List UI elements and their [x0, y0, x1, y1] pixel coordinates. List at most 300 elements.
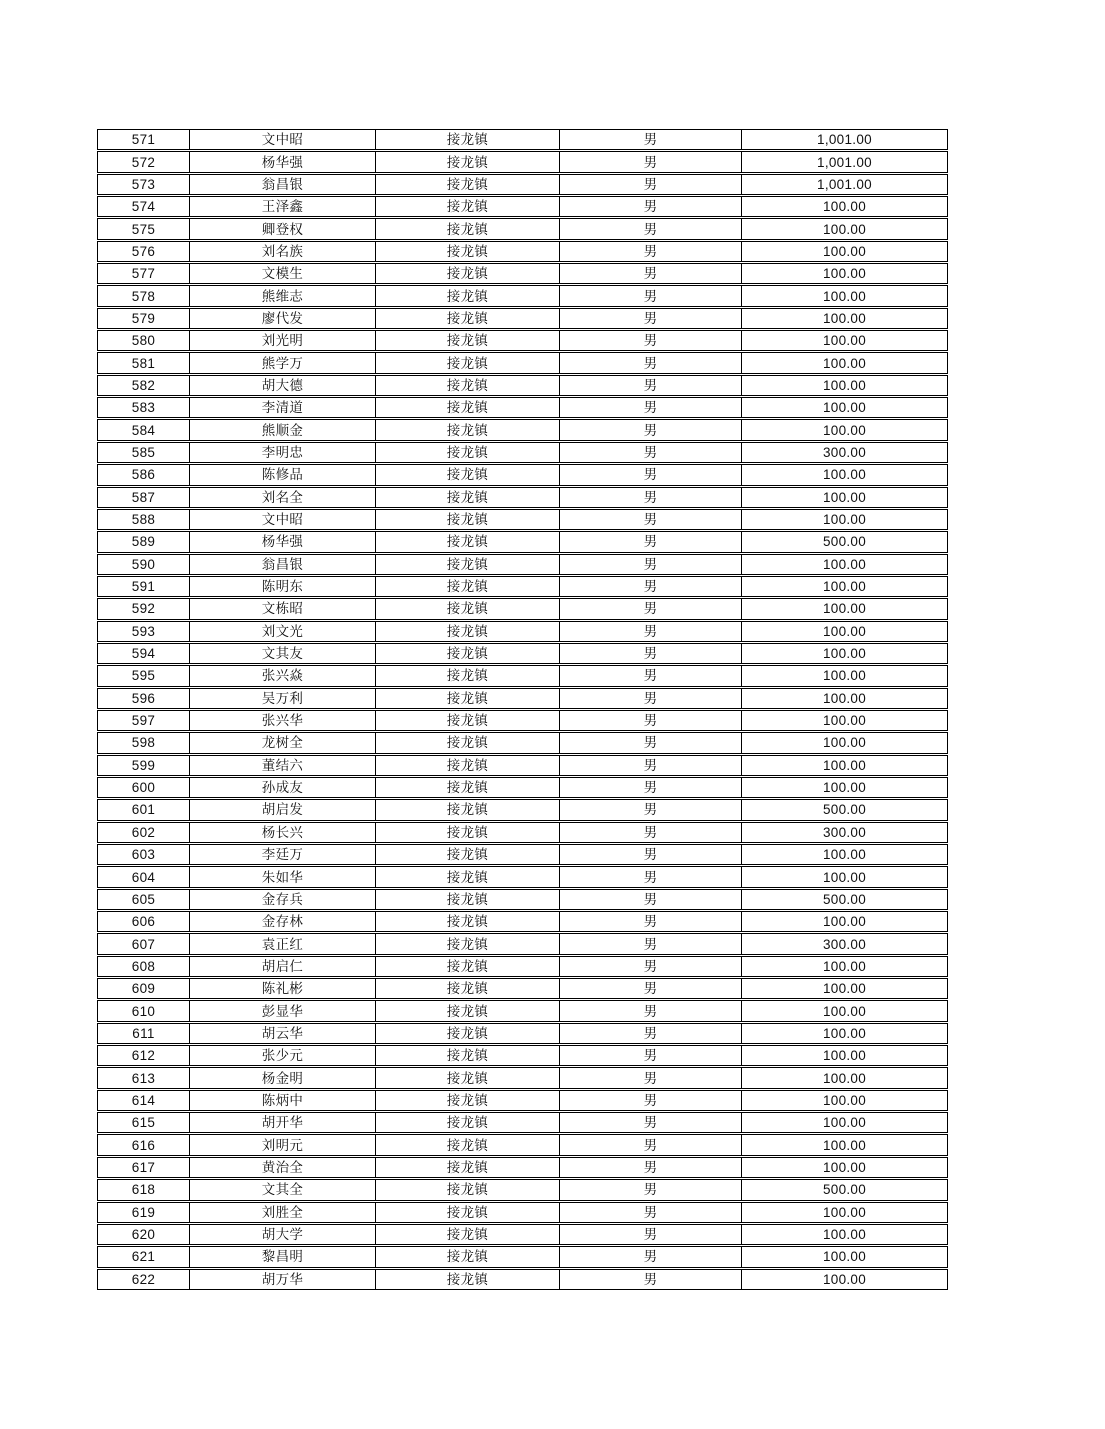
amount-cell: 100.00 — [822, 355, 867, 371]
row-number-cell: 576 — [98, 242, 190, 261]
gender-cell: 男 — [560, 376, 742, 395]
row-number-cell: 573 — [98, 175, 190, 194]
town-cell: 接龙镇 — [376, 756, 560, 775]
row-number-cell: 618 — [98, 1180, 190, 1199]
name-cell: 陈明东 — [190, 577, 376, 596]
amount-cell: 100.00 — [822, 288, 867, 304]
row-number-cell: 602 — [98, 823, 190, 842]
town-cell: 接龙镇 — [376, 264, 560, 283]
name-cell: 刘光明 — [190, 331, 376, 350]
row-number-cell: 609 — [98, 979, 190, 998]
amount-cell: 100.00 — [822, 1271, 867, 1287]
town-cell: 接龙镇 — [376, 443, 560, 462]
town-cell: 接龙镇 — [376, 152, 560, 171]
row-number-cell: 584 — [98, 420, 190, 439]
gender-cell: 男 — [560, 733, 742, 752]
gender-cell: 男 — [560, 979, 742, 998]
amount-cell: 1,001.00 — [817, 154, 872, 170]
name-cell: 卿登权 — [190, 219, 376, 238]
table-row — [97, 308, 948, 329]
gender-cell: 男 — [560, 488, 742, 507]
table-row — [97, 129, 948, 150]
town-cell: 接龙镇 — [376, 1001, 560, 1020]
row-number-cell: 571 — [98, 130, 190, 149]
name-cell: 翁昌银 — [190, 555, 376, 574]
name-cell: 张兴焱 — [190, 666, 376, 685]
town-cell: 接龙镇 — [376, 733, 560, 752]
amount-cell: 100.00 — [822, 690, 867, 706]
amount-cell: 100.00 — [822, 713, 867, 729]
table-row — [97, 397, 948, 418]
table-row — [97, 263, 948, 284]
row-number-cell: 574 — [98, 197, 190, 216]
row-number-cell: 617 — [98, 1158, 190, 1177]
table-row — [97, 777, 948, 798]
amount-cell: 100.00 — [822, 914, 867, 930]
amount-cell: 100.00 — [822, 958, 867, 974]
row-number-cell: 614 — [98, 1091, 190, 1110]
table-row — [97, 375, 948, 396]
name-cell: 翁昌银 — [190, 175, 376, 194]
table-row — [97, 688, 948, 709]
name-cell: 文模生 — [190, 264, 376, 283]
gender-cell: 男 — [560, 286, 742, 305]
table-row — [97, 1067, 948, 1088]
table-row — [97, 911, 948, 932]
table-row — [97, 554, 948, 575]
row-number-cell: 621 — [98, 1247, 190, 1266]
gender-cell: 男 — [560, 800, 742, 819]
gender-cell: 男 — [560, 934, 742, 953]
town-cell: 接龙镇 — [376, 242, 560, 261]
row-number-cell: 607 — [98, 934, 190, 953]
town-cell: 接龙镇 — [376, 912, 560, 931]
town-cell: 接龙镇 — [376, 1225, 560, 1244]
amount-cell: 500.00 — [822, 802, 867, 818]
row-number-cell: 580 — [98, 331, 190, 350]
amount-cell: 100.00 — [822, 601, 867, 617]
town-cell: 接龙镇 — [376, 331, 560, 350]
town-cell: 接龙镇 — [376, 1113, 560, 1132]
gender-cell: 男 — [560, 1180, 742, 1199]
row-number-cell: 615 — [98, 1113, 190, 1132]
gender-cell: 男 — [560, 242, 742, 261]
table-row — [97, 1000, 948, 1021]
row-number-cell: 613 — [98, 1068, 190, 1087]
name-cell: 金存林 — [190, 912, 376, 931]
gender-cell: 男 — [560, 1113, 742, 1132]
town-cell: 接龙镇 — [376, 823, 560, 842]
row-number-cell: 593 — [98, 622, 190, 641]
amount-cell: 100.00 — [822, 243, 867, 259]
amount-cell: 500.00 — [822, 1182, 867, 1198]
gender-cell: 男 — [560, 197, 742, 216]
name-cell: 熊顺金 — [190, 420, 376, 439]
amount-cell: 300.00 — [822, 444, 867, 460]
table-row — [97, 174, 948, 195]
amount-cell: 100.00 — [822, 512, 867, 528]
amount-cell: 100.00 — [822, 377, 867, 393]
row-number-cell: 612 — [98, 1046, 190, 1065]
name-cell: 文其友 — [190, 644, 376, 663]
row-number-cell: 606 — [98, 912, 190, 931]
amount-cell: 100.00 — [822, 869, 867, 885]
name-cell: 刘文光 — [190, 622, 376, 641]
row-number-cell: 577 — [98, 264, 190, 283]
table-row — [97, 889, 948, 910]
town-cell: 接龙镇 — [376, 622, 560, 641]
name-cell: 朱如华 — [190, 867, 376, 886]
name-cell: 陈炳中 — [190, 1091, 376, 1110]
row-number-cell: 595 — [98, 666, 190, 685]
gender-cell: 男 — [560, 1068, 742, 1087]
amount-cell: 100.00 — [822, 1003, 867, 1019]
town-cell: 接龙镇 — [376, 599, 560, 618]
gender-cell: 男 — [560, 778, 742, 797]
gender-cell: 男 — [560, 510, 742, 529]
gender-cell: 男 — [560, 957, 742, 976]
town-cell: 接龙镇 — [376, 219, 560, 238]
amount-cell: 100.00 — [822, 1025, 867, 1041]
row-number-cell: 619 — [98, 1203, 190, 1222]
row-number-cell: 622 — [98, 1270, 190, 1289]
table-row — [97, 866, 948, 887]
row-number-cell: 587 — [98, 488, 190, 507]
town-cell: 接龙镇 — [376, 689, 560, 708]
row-number-cell: 616 — [98, 1135, 190, 1154]
gender-cell: 男 — [560, 219, 742, 238]
name-cell: 李廷万 — [190, 845, 376, 864]
row-number-cell: 611 — [98, 1024, 190, 1043]
name-cell: 黎昌明 — [190, 1247, 376, 1266]
town-cell: 接龙镇 — [376, 555, 560, 574]
gender-cell: 男 — [560, 465, 742, 484]
amount-cell: 100.00 — [822, 199, 867, 215]
name-cell: 杨长兴 — [190, 823, 376, 842]
table-row — [97, 978, 948, 999]
amount-cell: 100.00 — [822, 1115, 867, 1131]
gender-cell: 男 — [560, 175, 742, 194]
beneficiary-table — [97, 129, 948, 1290]
gender-cell: 男 — [560, 823, 742, 842]
row-number-cell: 597 — [98, 711, 190, 730]
row-number-cell: 594 — [98, 644, 190, 663]
town-cell: 接龙镇 — [376, 800, 560, 819]
town-cell: 接龙镇 — [376, 175, 560, 194]
table-row — [97, 844, 948, 865]
amount-cell: 100.00 — [822, 668, 867, 684]
table-row — [97, 576, 948, 597]
row-number-cell: 575 — [98, 219, 190, 238]
table-row — [97, 352, 948, 373]
town-cell: 接龙镇 — [376, 309, 560, 328]
town-cell: 接龙镇 — [376, 957, 560, 976]
name-cell: 文栋昭 — [190, 599, 376, 618]
name-cell: 刘名全 — [190, 488, 376, 507]
town-cell: 接龙镇 — [376, 130, 560, 149]
table-row — [97, 710, 948, 731]
table-row — [97, 933, 948, 954]
gender-cell: 男 — [560, 1203, 742, 1222]
town-cell: 接龙镇 — [376, 577, 560, 596]
table-row — [97, 956, 948, 977]
name-cell: 胡云华 — [190, 1024, 376, 1043]
name-cell: 刘明元 — [190, 1135, 376, 1154]
table-row — [97, 509, 948, 530]
name-cell: 李明忠 — [190, 443, 376, 462]
table-row — [97, 1269, 948, 1290]
table-row — [97, 1134, 948, 1155]
amount-cell: 100.00 — [822, 221, 867, 237]
town-cell: 接龙镇 — [376, 197, 560, 216]
table-row — [97, 1023, 948, 1044]
town-cell: 接龙镇 — [376, 644, 560, 663]
name-cell: 刘胜全 — [190, 1203, 376, 1222]
town-cell: 接龙镇 — [376, 532, 560, 551]
amount-cell: 100.00 — [822, 780, 867, 796]
table-row — [97, 330, 948, 351]
name-cell: 廖代发 — [190, 309, 376, 328]
table-row — [97, 1112, 948, 1133]
row-number-cell: 586 — [98, 465, 190, 484]
town-cell: 接龙镇 — [376, 778, 560, 797]
row-number-cell: 592 — [98, 599, 190, 618]
table-row — [97, 1090, 948, 1111]
gender-cell: 男 — [560, 912, 742, 931]
gender-cell: 男 — [560, 353, 742, 372]
name-cell: 陈修品 — [190, 465, 376, 484]
town-cell: 接龙镇 — [376, 353, 560, 372]
town-cell: 接龙镇 — [376, 1180, 560, 1199]
table-row — [97, 732, 948, 753]
gender-cell: 男 — [560, 309, 742, 328]
name-cell: 胡启仁 — [190, 957, 376, 976]
row-number-cell: 582 — [98, 376, 190, 395]
amount-cell: 100.00 — [822, 422, 867, 438]
gender-cell: 男 — [560, 1024, 742, 1043]
town-cell: 接龙镇 — [376, 510, 560, 529]
row-number-cell: 608 — [98, 957, 190, 976]
row-number-cell: 600 — [98, 778, 190, 797]
amount-cell: 100.00 — [822, 266, 867, 282]
town-cell: 接龙镇 — [376, 1247, 560, 1266]
gender-cell: 男 — [560, 845, 742, 864]
gender-cell: 男 — [560, 1046, 742, 1065]
table-row — [97, 822, 948, 843]
name-cell: 张少元 — [190, 1046, 376, 1065]
table-row — [97, 487, 948, 508]
table-row — [97, 1157, 948, 1178]
town-cell: 接龙镇 — [376, 979, 560, 998]
gender-cell: 男 — [560, 599, 742, 618]
table-row — [97, 1224, 948, 1245]
name-cell: 董结六 — [190, 756, 376, 775]
town-cell: 接龙镇 — [376, 488, 560, 507]
amount-cell: 500.00 — [822, 534, 867, 550]
town-cell: 接龙镇 — [376, 867, 560, 886]
town-cell: 接龙镇 — [376, 1158, 560, 1177]
name-cell: 袁正红 — [190, 934, 376, 953]
gender-cell: 男 — [560, 152, 742, 171]
table-row — [97, 665, 948, 686]
town-cell: 接龙镇 — [376, 420, 560, 439]
row-number-cell: 604 — [98, 867, 190, 886]
name-cell: 文中昭 — [190, 130, 376, 149]
gender-cell: 男 — [560, 130, 742, 149]
gender-cell: 男 — [560, 420, 742, 439]
row-number-cell: 585 — [98, 443, 190, 462]
gender-cell: 男 — [560, 1270, 742, 1289]
amount-cell: 100.00 — [822, 646, 867, 662]
amount-cell: 100.00 — [822, 981, 867, 997]
gender-cell: 男 — [560, 867, 742, 886]
town-cell: 接龙镇 — [376, 1091, 560, 1110]
amount-cell: 100.00 — [822, 1227, 867, 1243]
table-row — [97, 755, 948, 776]
row-number-cell: 591 — [98, 577, 190, 596]
town-cell: 接龙镇 — [376, 465, 560, 484]
amount-cell: 100.00 — [822, 310, 867, 326]
amount-cell: 100.00 — [822, 847, 867, 863]
town-cell: 接龙镇 — [376, 666, 560, 685]
table-row — [97, 1179, 948, 1200]
row-number-cell: 589 — [98, 532, 190, 551]
row-number-cell: 603 — [98, 845, 190, 864]
name-cell: 胡启发 — [190, 800, 376, 819]
town-cell: 接龙镇 — [376, 934, 560, 953]
amount-cell: 100.00 — [822, 467, 867, 483]
table-row — [97, 1202, 948, 1223]
row-number-cell: 605 — [98, 890, 190, 909]
table-row — [97, 241, 948, 262]
amount-cell: 300.00 — [822, 936, 867, 952]
amount-cell: 500.00 — [822, 891, 867, 907]
table-row — [97, 151, 948, 172]
gender-cell: 男 — [560, 890, 742, 909]
name-cell: 熊学万 — [190, 353, 376, 372]
gender-cell: 男 — [560, 1225, 742, 1244]
gender-cell: 男 — [560, 1247, 742, 1266]
name-cell: 熊维志 — [190, 286, 376, 305]
gender-cell: 男 — [560, 1158, 742, 1177]
gender-cell: 男 — [560, 264, 742, 283]
gender-cell: 男 — [560, 443, 742, 462]
gender-cell: 男 — [560, 1091, 742, 1110]
table-row — [97, 1045, 948, 1066]
gender-cell: 男 — [560, 1135, 742, 1154]
row-number-cell: 610 — [98, 1001, 190, 1020]
amount-cell: 100.00 — [822, 735, 867, 751]
amount-cell: 100.00 — [822, 1070, 867, 1086]
name-cell: 胡大德 — [190, 376, 376, 395]
gender-cell: 男 — [560, 555, 742, 574]
name-cell: 杨华强 — [190, 532, 376, 551]
table-row — [97, 621, 948, 642]
name-cell: 孙成友 — [190, 778, 376, 797]
amount-cell: 100.00 — [822, 1159, 867, 1175]
town-cell: 接龙镇 — [376, 890, 560, 909]
amount-cell: 100.00 — [822, 1137, 867, 1153]
row-number-cell: 601 — [98, 800, 190, 819]
amount-cell: 1,001.00 — [817, 132, 872, 148]
amount-cell: 100.00 — [822, 1048, 867, 1064]
table-row — [97, 442, 948, 463]
row-number-cell: 578 — [98, 286, 190, 305]
row-number-cell: 581 — [98, 353, 190, 372]
name-cell: 王泽鑫 — [190, 197, 376, 216]
town-cell: 接龙镇 — [376, 845, 560, 864]
town-cell: 接龙镇 — [376, 398, 560, 417]
town-cell: 接龙镇 — [376, 1024, 560, 1043]
gender-cell: 男 — [560, 644, 742, 663]
gender-cell: 男 — [560, 1001, 742, 1020]
table-row — [97, 598, 948, 619]
row-number-cell: 590 — [98, 555, 190, 574]
row-number-cell: 579 — [98, 309, 190, 328]
gender-cell: 男 — [560, 532, 742, 551]
name-cell: 胡万华 — [190, 1270, 376, 1289]
name-cell: 吴万利 — [190, 689, 376, 708]
town-cell: 接龙镇 — [376, 286, 560, 305]
name-cell: 张兴华 — [190, 711, 376, 730]
gender-cell: 男 — [560, 331, 742, 350]
town-cell: 接龙镇 — [376, 1046, 560, 1065]
town-cell: 接龙镇 — [376, 1203, 560, 1222]
amount-cell: 100.00 — [822, 333, 867, 349]
name-cell: 李清道 — [190, 398, 376, 417]
table-row — [97, 218, 948, 239]
amount-cell: 100.00 — [822, 757, 867, 773]
amount-cell: 100.00 — [822, 623, 867, 639]
name-cell: 刘名族 — [190, 242, 376, 261]
amount-cell: 100.00 — [822, 556, 867, 572]
table-row — [97, 196, 948, 217]
name-cell: 杨华强 — [190, 152, 376, 171]
row-number-cell: 620 — [98, 1225, 190, 1244]
row-number-cell: 588 — [98, 510, 190, 529]
town-cell: 接龙镇 — [376, 1068, 560, 1087]
amount-cell: 100.00 — [822, 489, 867, 505]
table-row — [97, 531, 948, 552]
table-row — [97, 285, 948, 306]
name-cell: 彭显华 — [190, 1001, 376, 1020]
name-cell: 金存兵 — [190, 890, 376, 909]
name-cell: 黄治全 — [190, 1158, 376, 1177]
table-row — [97, 643, 948, 664]
amount-cell: 100.00 — [822, 1249, 867, 1265]
amount-cell: 300.00 — [822, 824, 867, 840]
amount-cell: 100.00 — [822, 579, 867, 595]
row-number-cell: 598 — [98, 733, 190, 752]
amount-cell: 100.00 — [822, 400, 867, 416]
gender-cell: 男 — [560, 666, 742, 685]
table-row — [97, 799, 948, 820]
gender-cell: 男 — [560, 689, 742, 708]
gender-cell: 男 — [560, 622, 742, 641]
gender-cell: 男 — [560, 756, 742, 775]
amount-cell: 1,001.00 — [817, 176, 872, 192]
table-row — [97, 419, 948, 440]
gender-cell: 男 — [560, 398, 742, 417]
gender-cell: 男 — [560, 577, 742, 596]
town-cell: 接龙镇 — [376, 376, 560, 395]
name-cell: 陈礼彬 — [190, 979, 376, 998]
amount-cell: 100.00 — [822, 1092, 867, 1108]
name-cell: 杨金明 — [190, 1068, 376, 1087]
name-cell: 胡开华 — [190, 1113, 376, 1132]
gender-cell: 男 — [560, 711, 742, 730]
town-cell: 接龙镇 — [376, 1135, 560, 1154]
